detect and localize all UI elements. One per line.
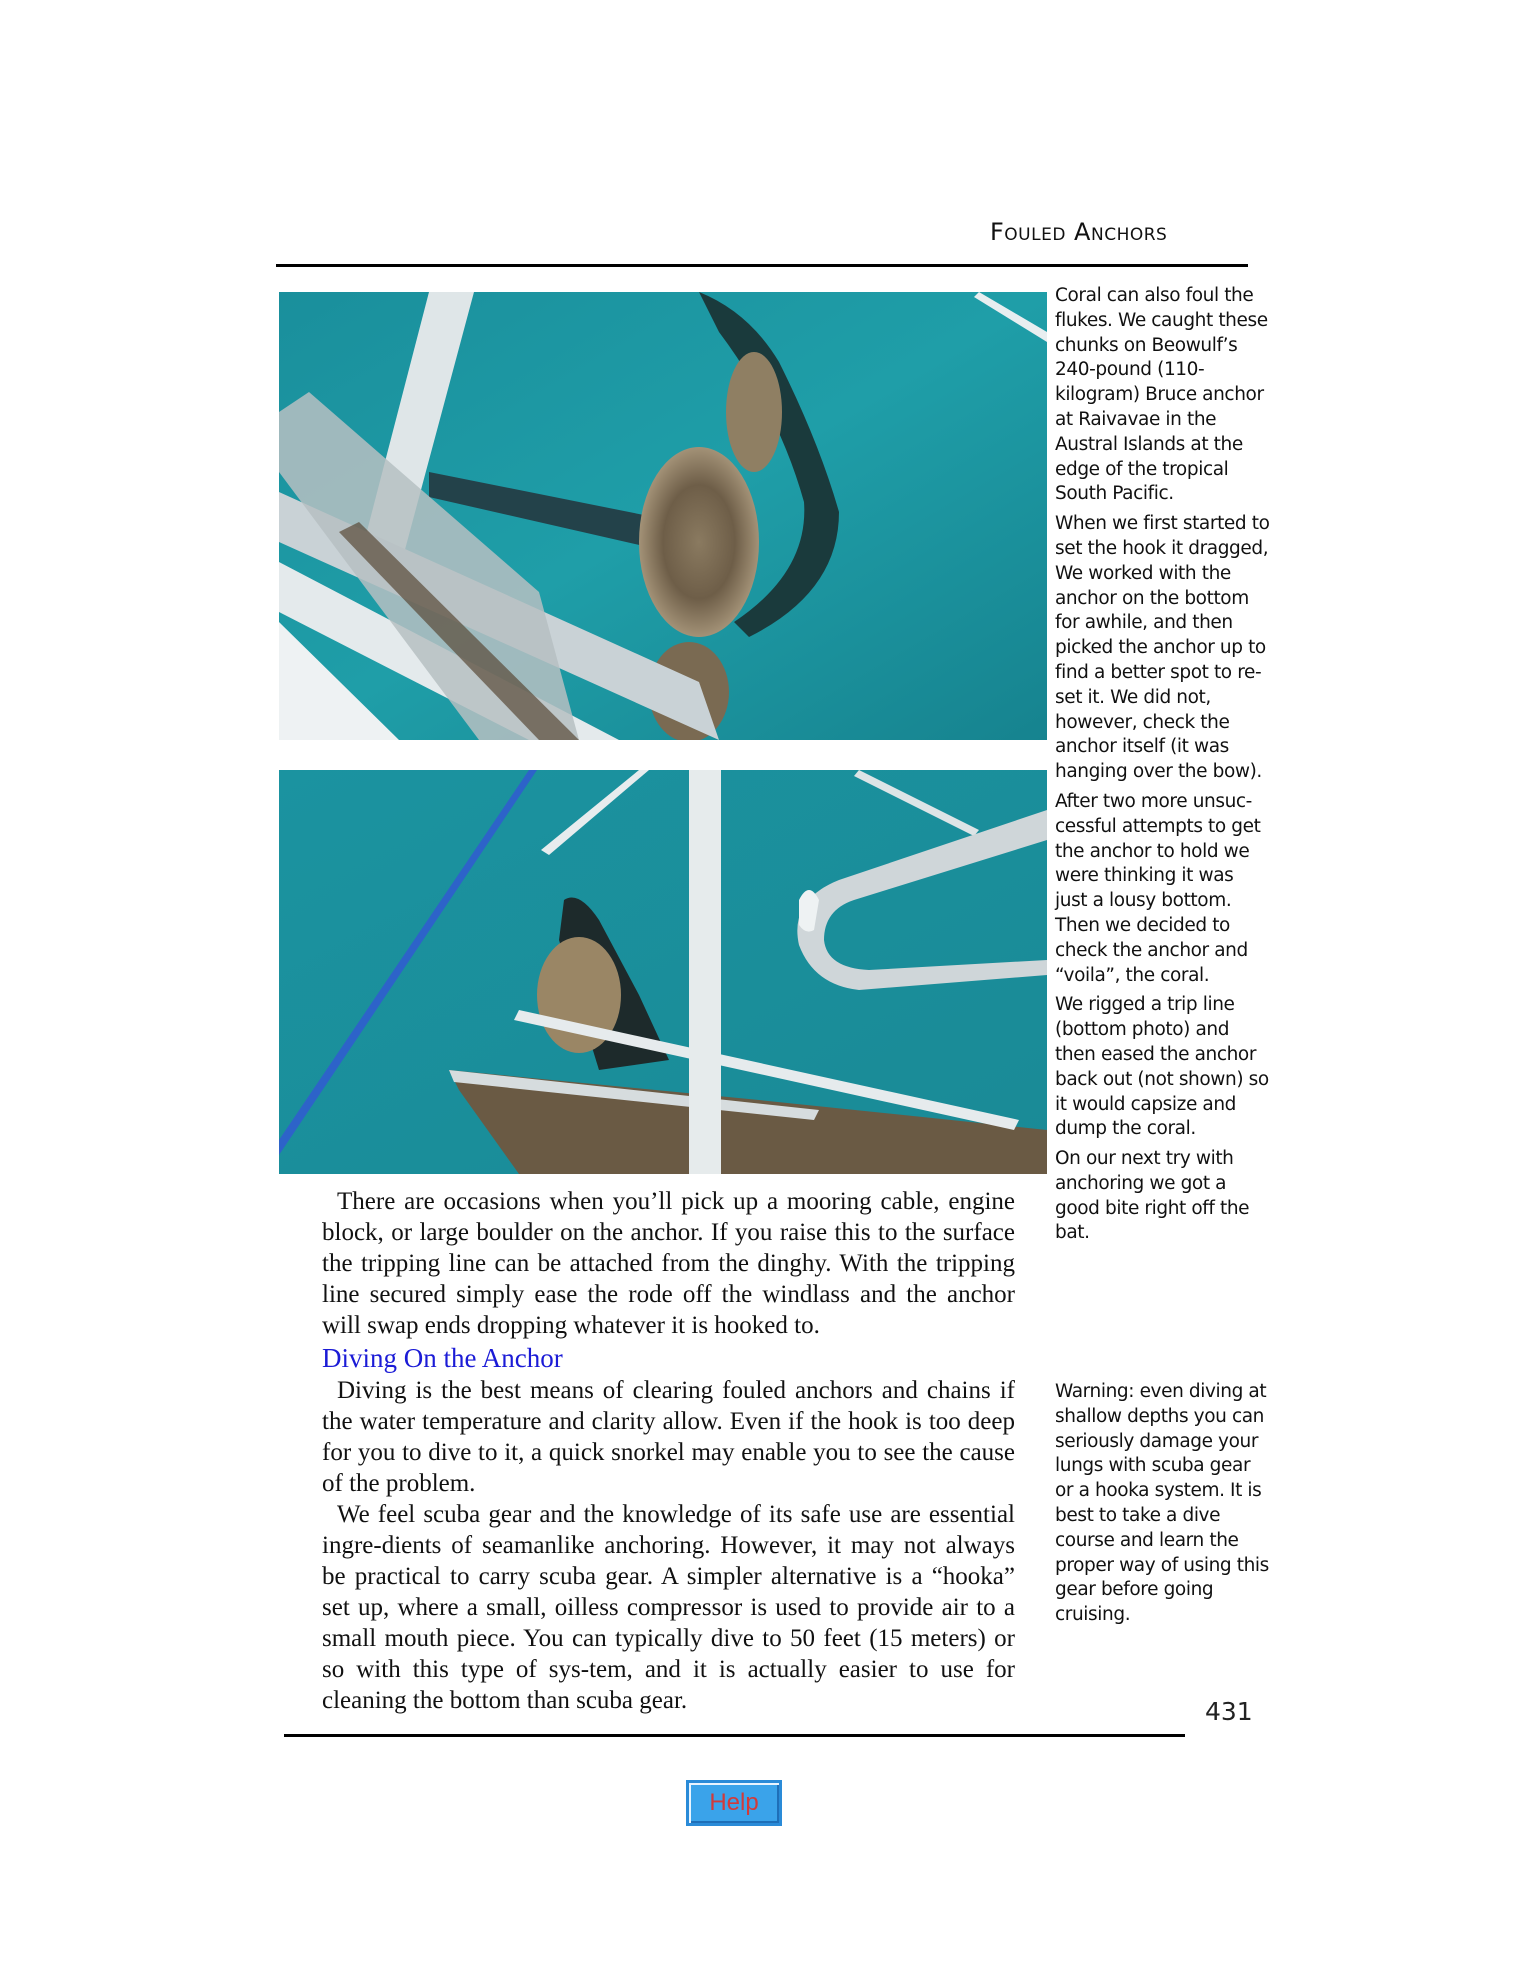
caption-paragraph: When we first started to set the hook it dragged, We worked with the anchor on the bottom for awhile, and then picked the anchor up to find a better spot to re-set it. We did not, however, check the anchor itself (it was hanging over the bow). <box>1055 513 1270 783</box>
top-rule <box>276 264 1248 267</box>
warning-note <box>1055 1380 1270 1633</box>
bottom-photo <box>279 770 1047 1174</box>
section-body <box>322 1375 1015 1716</box>
top-photo <box>279 292 1047 740</box>
section-heading: Diving On the Anchor <box>322 1343 563 1373</box>
help-button[interactable] <box>686 1780 782 1826</box>
caption-paragraph: We rigged a trip line (bottom photo) and then eased the anchor back out (not shown) so it would capsize and dump the coral. <box>1055 994 1269 1140</box>
body-paragraph: We feel scuba gear and the knowledge of its safe use are essential ingre-dients of seamanlike anchoring. However, it may not always be practical to carry scuba gear. A simpler alternative is a “hooka” set up, where a small, oilless compressor is used to provide air to a small mouth piece. You can typically dive to 50 feet (15 meters) or so with this type of sys-tem, and it is actually easier to use for cleaning the bottom than scuba gear. <box>322 1501 1015 1714</box>
bottom-rule <box>284 1734 1185 1737</box>
body-paragraph: There are occasions when you’ll pick up a mooring cable, engine block, or large boulder on the anchor. If you raise this to the surface the tripping line can be attached from the dinghy. With the tripping line secured simply ease the rode off the windlass and the anchor will swap ends dropping whatever it is hooked to. <box>322 1188 1015 1339</box>
caption-paragraph: After two more unsuc-cessful attempts to get the anchor to hold we were thinking it was just a lousy bottom. Then we decided to check the anchor and “voila”, the coral. <box>1055 790 1261 986</box>
photo-caption-sidebar <box>1055 284 1270 1251</box>
page-number: 431 <box>1205 1697 1253 1726</box>
running-head: Fouled Anchors <box>990 218 1168 246</box>
warning-text: Warning: even diving at shallow depths you can seriously damage your lungs with scuba gear or a hooka system. It is best to take a dive course and learn the proper way of using this gear before going cruising. <box>1055 1381 1269 1626</box>
body-paragraph: Diving is the best means of clearing fouled anchors and chains if the water temperature and clarity allow. Even if the hook is too deep for you to dive to it, a quick snorkel may enable you to see the cause of the problem. <box>322 1377 1015 1497</box>
help-button-label: Help <box>709 1789 759 1816</box>
caption-paragraph: On our next try with anchoring we got a good bite right off the bat. <box>1055 1148 1250 1244</box>
body-intro <box>322 1186 1015 1341</box>
caption-paragraph: Coral can also foul the flukes. We caught these chunks on Beowulf’s 240-pound (110-kilogram) Bruce anchor at Raivavae in the Austral Islands at the edge of the tropical South Pacific. <box>1055 285 1268 505</box>
